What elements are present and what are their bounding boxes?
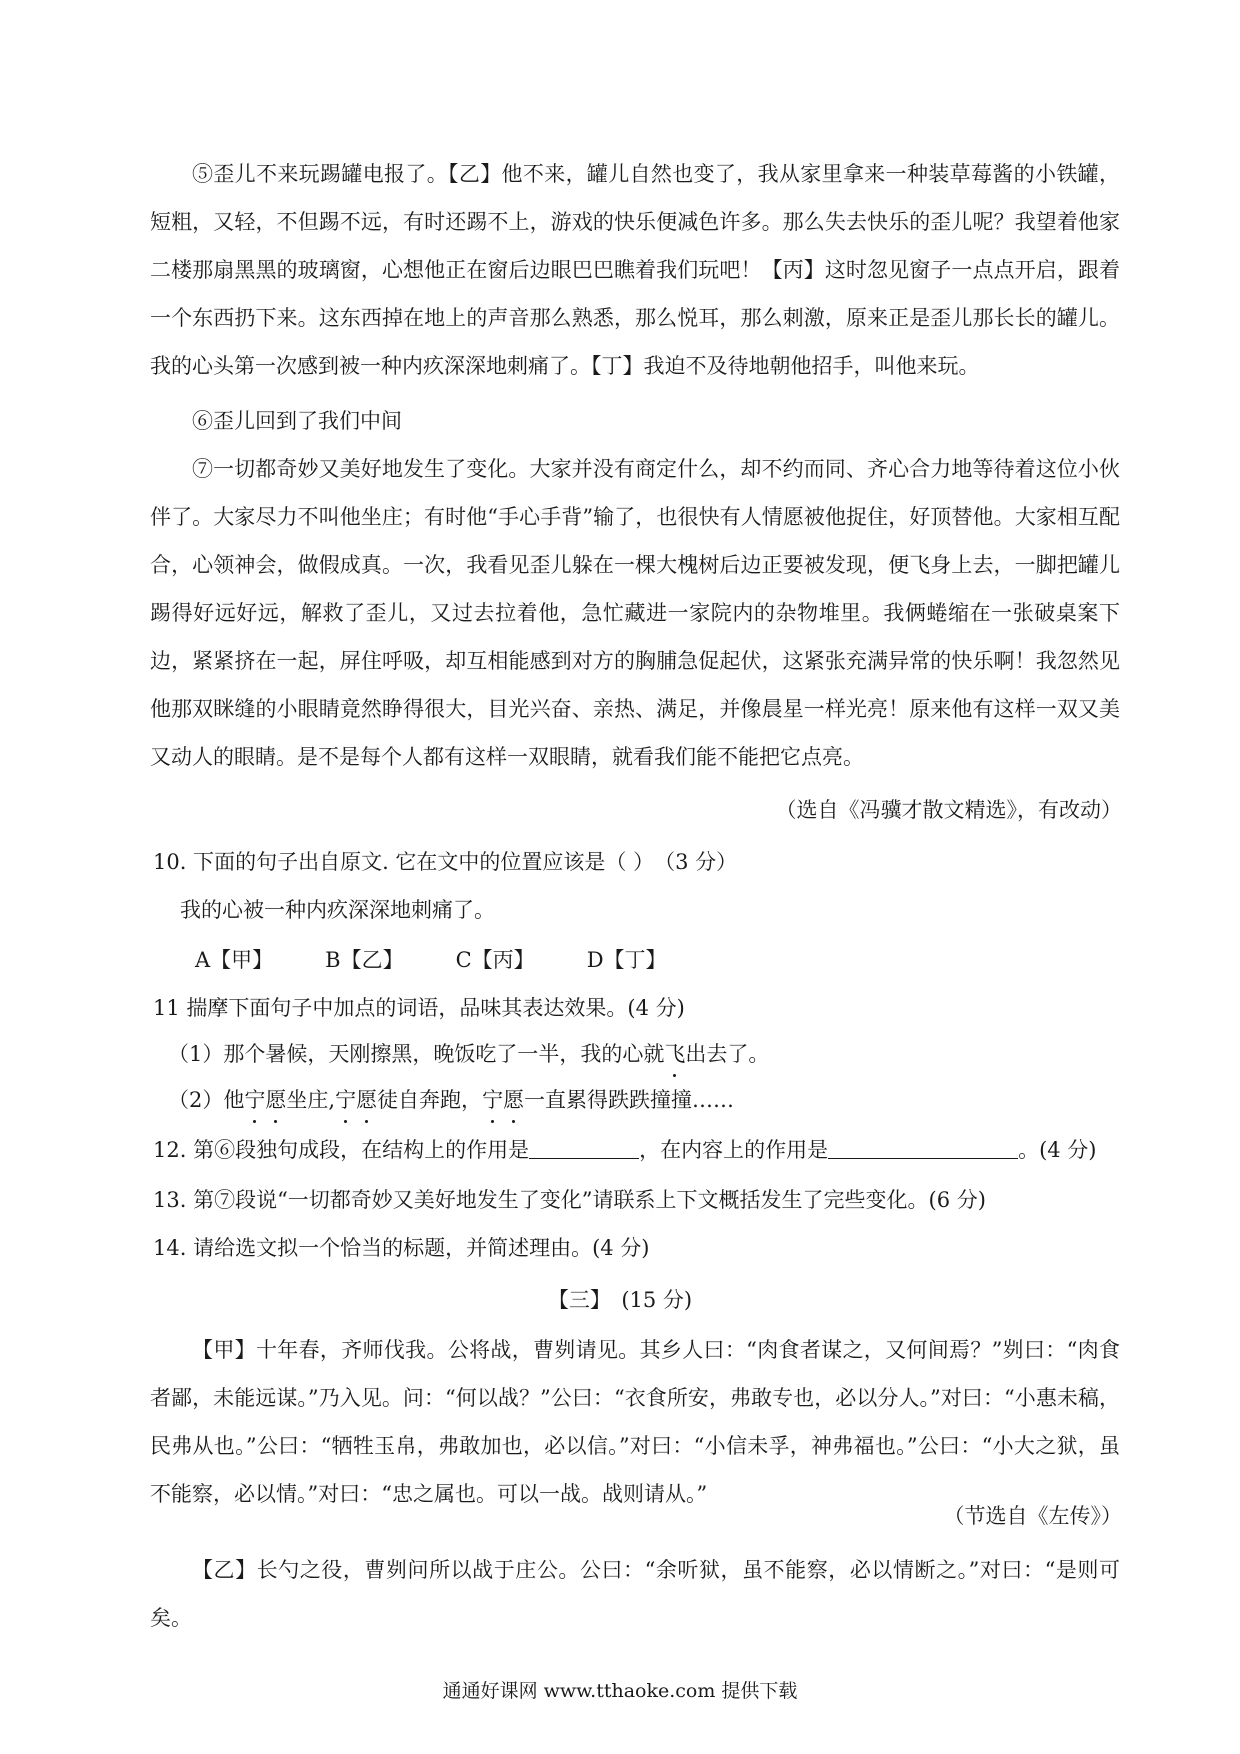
q11-2-text-c: 徒自奔跑， bbox=[377, 1088, 483, 1112]
dotted-word-ningyuan-3 bbox=[482, 1088, 524, 1112]
dot-char: 宁 bbox=[335, 1080, 356, 1120]
question-14: 14. 请给选文拟一个恰当的标题，并简述理由。(4 分) bbox=[153, 1236, 650, 1260]
question-11-sentence-1 bbox=[168, 1034, 769, 1074]
option-b: B【乙】 bbox=[325, 948, 404, 972]
dot-char: 愿 bbox=[503, 1080, 524, 1120]
dot-char: 宁 bbox=[244, 1080, 265, 1120]
classical-text-source: （节选自《左传》） bbox=[943, 1504, 1122, 1528]
story-source: （选自《冯骥才散文精选》，有改动） bbox=[775, 798, 1122, 822]
classical-text-yi: 【乙】长勺之役，曹刿问所以战于庄公。公曰：“余听狱，虽不能察，必以情断之。”对曰：“是则可矣。 bbox=[150, 1558, 1120, 1630]
q11-1-text-end: 出去了。 bbox=[685, 1042, 770, 1066]
question-13: 13. 第⑦段说“一切都奇妙又美好地发生了变化”请联系上下文概括发生了完些变化。(6 分) bbox=[153, 1188, 986, 1212]
dot-char: 愿 bbox=[265, 1080, 286, 1120]
dotted-word-ningyuan-2 bbox=[335, 1088, 377, 1112]
question-12 bbox=[153, 1130, 1097, 1170]
q11-2-text-a: （2）他 bbox=[168, 1088, 245, 1112]
q12-text-c: 。(4 分) bbox=[1018, 1138, 1097, 1162]
answer-blank-structure[interactable] bbox=[529, 1134, 639, 1159]
q12-text-b: ，在内容上的作用是 bbox=[639, 1138, 829, 1162]
q11-2-text-b: 坐庄, bbox=[286, 1088, 336, 1112]
question-11-sentence-2 bbox=[168, 1080, 734, 1120]
q11-1-text: （1）那个暑候，天刚擦黑，晚饭吃了一半，我的心就 bbox=[168, 1042, 665, 1066]
option-d: D【丁】 bbox=[586, 948, 667, 972]
dotted-word-fei: 飞 bbox=[664, 1034, 685, 1074]
dot-char: 宁 bbox=[482, 1080, 503, 1120]
question-10-options bbox=[195, 940, 719, 980]
story-paragraph-6: ⑥歪儿回到了我们中间 bbox=[192, 409, 402, 433]
option-a: A【甲】 bbox=[195, 948, 274, 972]
question-10-sentence: 我的心被一种内疚深深地刺痛了。 bbox=[180, 898, 495, 922]
story-paragraph-5: ⑤歪儿不来玩踢罐电报了。【乙】他不来，罐儿自然也变了，我从家里拿来一种装草莓酱的小铁罐，短粗，又轻，不但踢不远，有时还踢不上，游戏的快乐便减色许多。那么失去快乐的歪儿呢？我望着他家二楼那扇黑黑的玻璃窗，心想他正在窗后边眼巴巴瞧着我们玩吧！【丙】这时忽见窗子一点点开启，跟着一个东西扔下来。这东西掉在地上的声音那么熟悉，那么悦耳，那么刺激，原来正是歪儿那长长的罐儿。我的心头第一次感到被一种内疚深深地刺痛了。【丁】我迫不及待地朝他招手，叫他来玩。 bbox=[150, 162, 1120, 378]
page-footer: 通通好课网 www.tthaoke.com 提供下载 bbox=[442, 1680, 798, 1702]
dot-char: 愿 bbox=[356, 1080, 377, 1120]
q12-text-a: 12. 第⑥段独句成段，在结构上的作用是 bbox=[153, 1138, 530, 1162]
answer-blank-content[interactable] bbox=[828, 1134, 1018, 1159]
story-paragraph-7: ⑦一切都奇妙又美好地发生了变化。大家并没有商定什么，却不约而同、齐心合力地等待着这位小伙伴了。大家尽力不叫他坐庄；有时他“手心手背”输了，也很快有人情愿被他捉住，好顶替他。大家相互配合，心领神会，做假成真。一次，我看见歪儿躲在一棵大槐树后边正要被发现，便飞身上去，一脚把罐儿踢得好远好远，解救了歪儿，又过去拉着他，急忙藏进一家院内的杂物堆里。我俩蜷缩在一张破桌案下边，紧紧挤在一起，屏住呼吸，却互相能感到对方的胸脯急促起伏，这紧张充满异常的快乐啊！我忽然见他那双眯缝的小眼睛竟然睁得很大，目光兴奋、亲热、满足，并像晨星一样光亮！原来他有这样一双又美又动人的眼睛。是不是每个人都有这样一双眼睛，就看我们能不能把它点亮。 bbox=[150, 457, 1120, 769]
dotted-word-ningyuan-1 bbox=[244, 1088, 286, 1112]
classical-text-jia: 【甲】十年春，齐师伐我。公将战，曹刿请见。其乡人曰：“肉食者谋之，又何间焉？”刿曰：“肉食者鄙，未能远谋。”乃入见。问：“何以战？”公曰：“衣食所安，弗敢专也，必以分人。”对曰：“小惠未稿，民弗从也。”公曰：“牺牲玉帛，弗敢加也，必以信。”对曰：“小信未孚，神弗福也。”公曰：“小大之狱，虽不能察，必以情。”对曰：“忠之属也。可以一战。战则请从。” bbox=[150, 1338, 1120, 1506]
section-3-heading: 【三】 (15 分) bbox=[547, 1288, 693, 1312]
q11-2-text-e: 一直累得跌跌撞撞…… bbox=[524, 1088, 735, 1112]
question-10: 10. 下面的句子出自原文. 它在文中的位置应该是（ ） （3 分） bbox=[153, 850, 738, 874]
question-11: 11 揣摩下面句子中加点的词语，品味其表达效果。(4 分) bbox=[153, 996, 685, 1020]
option-c: C【丙】 bbox=[455, 948, 535, 972]
